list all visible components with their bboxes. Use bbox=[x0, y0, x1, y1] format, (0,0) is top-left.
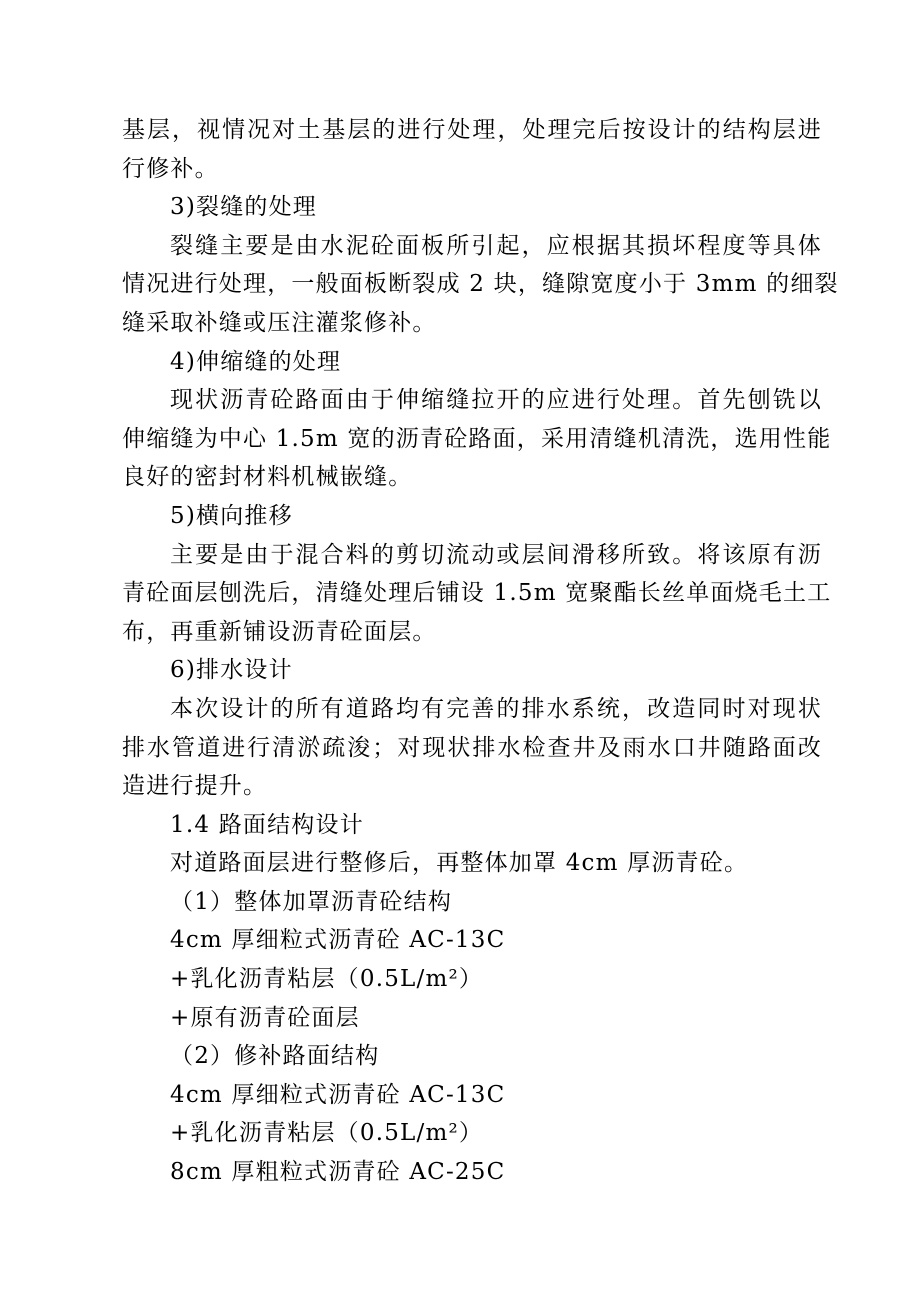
text-line: 缝采取补缝或压注灌浆修补。 bbox=[122, 309, 437, 336]
text-line: 4)伸缩缝的处理 bbox=[170, 348, 342, 375]
text-line: 4cm 厚细粒式沥青砼 AC-13C bbox=[170, 1081, 506, 1108]
text-line: +原有沥青砼面层 bbox=[170, 1004, 360, 1031]
text-line: （2）修补路面结构 bbox=[170, 1043, 380, 1070]
text-line: 伸缩缝为中心 1.5m 宽的沥青砼路面，采用清缝机清洗，选用性能 bbox=[122, 425, 832, 452]
text-line: 本次设计的所有道路均有完善的排水系统，改造同时对现状 bbox=[170, 695, 822, 722]
text-line: 排水管道进行清淤疏浚；对现状排水检查井及雨水口井随路面改 bbox=[122, 734, 822, 761]
text-line: 5)横向推移 bbox=[170, 502, 293, 529]
text-line: 行修补。 bbox=[122, 155, 219, 182]
text-line: 3)裂缝的处理 bbox=[170, 194, 318, 221]
text-line: 基层，视情况对土基层的进行处理，处理完后按设计的结构层进 bbox=[122, 117, 822, 143]
text-line: 青砼面层刨洗后，清缝处理后铺设 1.5m 宽聚酯长丝单面烧毛土工 bbox=[122, 580, 832, 607]
text-line: 主要是由于混合料的剪切流动或层间滑移所致。将该原有沥 bbox=[170, 541, 822, 568]
text-line: 4cm 厚细粒式沥青砼 AC-13C bbox=[170, 927, 506, 954]
document-body bbox=[122, 111, 839, 1192]
text-line: 造进行提升。 bbox=[122, 773, 268, 800]
text-line: 6)排水设计 bbox=[170, 657, 293, 684]
text-line: （1）整体加罩沥青砼结构 bbox=[170, 888, 453, 915]
text-line: +乳化沥青粘层（0.5L/m²） bbox=[170, 1120, 484, 1147]
text-line: 情况进行处理，一般面板断裂成 2 块，缝隙宽度小于 3mm 的细裂 bbox=[122, 271, 839, 298]
text-line: 对道路面层进行整修后，再整体加罩 4cm 厚沥青砼。 bbox=[170, 850, 749, 877]
text-line: +乳化沥青粘层（0.5L/m²） bbox=[170, 966, 484, 993]
text-line: 布，再重新铺设沥青砼面层。 bbox=[122, 618, 437, 645]
text-line: 良好的密封材料机械嵌缝。 bbox=[122, 464, 413, 491]
text-line: 8cm 厚粗粒式沥青砼 AC-25C bbox=[170, 1159, 506, 1186]
text-line: 裂缝主要是由水泥砼面板所引起，应根据其损坏程度等具体 bbox=[170, 232, 822, 259]
text-line: 现状沥青砼路面由于伸缩缝拉开的应进行处理。首先刨铣以 bbox=[170, 387, 822, 414]
text-line: 1.4 路面结构设计 bbox=[170, 811, 364, 838]
